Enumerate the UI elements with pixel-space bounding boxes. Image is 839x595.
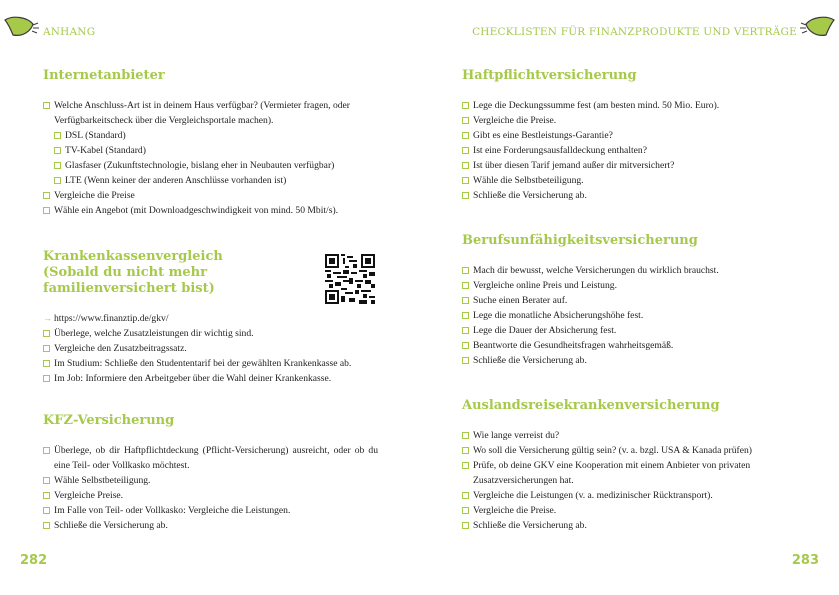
running-head: CHECKLISTEN FÜR FINANZPRODUKTE UND VERTRÄGE (472, 26, 797, 38)
checklist-item[interactable]: Lege die Dauer der Absicherung fest. (462, 323, 802, 338)
checklist-subitem[interactable]: DSL (Standard) (43, 128, 378, 143)
checkbox-icon[interactable] (462, 297, 469, 304)
checkbox-icon[interactable] (462, 132, 469, 139)
running-head: ANHANG (43, 26, 96, 38)
link-item[interactable] (43, 311, 378, 326)
checklist-item[interactable]: Suche einen Berater auf. (462, 293, 802, 308)
checklist-item[interactable]: Wähle Selbstbeteiligung. (43, 473, 378, 488)
checklist (43, 311, 378, 386)
checkbox-icon[interactable] (462, 447, 469, 454)
checklist-item[interactable]: Vergleiche die Preise. (462, 113, 802, 128)
checklist-item[interactable]: Vergleiche die Preise. (462, 503, 807, 518)
checkbox-icon[interactable] (43, 330, 50, 337)
checkbox-icon[interactable] (462, 117, 469, 124)
checklist-item[interactable]: Vergleiche die Preise (43, 188, 378, 203)
checklist-item[interactable]: Im Studium: Schließe den Studententarif bei der gewählten Krankenkasse ab. (43, 356, 378, 371)
checklist-item[interactable]: Ist eine Forderungsausfalldeckung enthalten? (462, 143, 802, 158)
checkbox-icon[interactable] (462, 102, 469, 109)
section-kfz-versicherung (43, 413, 378, 533)
checkbox-icon[interactable] (462, 342, 469, 349)
checklist-item[interactable]: Vergleiche online Preis und Leistung. (462, 278, 802, 293)
checkbox-icon[interactable] (43, 507, 50, 514)
checkbox-icon[interactable] (462, 507, 469, 514)
checkbox-icon[interactable] (43, 477, 50, 484)
checklist-item[interactable]: Schließe die Versicherung ab. (462, 188, 802, 203)
checkbox-icon[interactable] (462, 312, 469, 319)
checkbox-icon[interactable] (462, 177, 469, 184)
checkbox-icon[interactable] (54, 147, 61, 154)
page-number: 282 (20, 553, 48, 568)
checklist-item[interactable]: Prüfe, ob deine GKV eine Kooperation mit einem Anbieter von privaten Zusatzversicherungen hat. (462, 458, 807, 488)
url-link[interactable]: https://www.finanztip.de/gkv/ (54, 313, 169, 324)
checkbox-icon[interactable] (462, 267, 469, 274)
section-title: KFZ-Versicherung (43, 413, 175, 428)
checklist-item[interactable]: Vergleiche Preise. (43, 488, 378, 503)
checklist-item[interactable]: Überlege, ob dir Haftpflichtdeckung (Pflicht-Versicherung) ausreicht, oder ob du eine Teil- oder Vollkasko möchtest. (43, 443, 378, 473)
checkbox-icon[interactable] (462, 282, 469, 289)
checklist-item[interactable]: Schließe die Versicherung ab. (462, 518, 807, 533)
checkbox-icon[interactable] (43, 522, 50, 529)
section-haftpflichtversicherung (462, 68, 802, 203)
checklist-item[interactable]: Beantworte die Gesundheitsfragen wahrheitsgemäß. (462, 338, 802, 353)
checkbox-icon[interactable] (462, 357, 469, 364)
checklist-item[interactable]: Wähle ein Angebot (mit Downloadgeschwindigkeit von mind. 50 Mbit/s). (43, 203, 378, 218)
section-title: Krankenkassenvergleich (Sobald du nicht mehr familienversichert bist) (43, 249, 223, 296)
checklist (462, 428, 807, 533)
arrow-right-icon: → (43, 313, 52, 323)
section-title: Auslandsreisekrankenversicherung (462, 398, 720, 413)
section-berufsunfaehigkeitsversicherung (462, 233, 802, 368)
checklist-item[interactable]: Welche Anschluss-Art ist in deinem Haus verfügbar? (Vermieter fragen, oder Verfügbarkeitscheck über die Vergleichsportale machen). (43, 98, 378, 128)
checklist (462, 263, 802, 368)
checkbox-icon[interactable] (462, 522, 469, 529)
checkbox-icon[interactable] (43, 345, 50, 352)
checklist-subitem[interactable]: TV-Kabel (Standard) (43, 143, 378, 158)
checkbox-icon[interactable] (462, 492, 469, 499)
checkbox-icon[interactable] (43, 192, 50, 199)
checklist-item[interactable]: Vergleiche den Zusatzbeitragssatz. (43, 341, 378, 356)
section-internetanbieter (43, 68, 378, 218)
checklist-subitem[interactable]: LTE (Wenn keiner der anderen Anschlüsse vorhanden ist) (43, 173, 378, 188)
section-title: Haftpflichtversicherung (462, 68, 637, 83)
checklist (462, 98, 802, 203)
section-title: Internetanbieter (43, 68, 165, 83)
checklist-subitem[interactable]: Glasfaser (Zukunftstechnologie, bislang eher in Neubauten verfügbar) (43, 158, 378, 173)
checkbox-icon[interactable] (43, 102, 50, 109)
checklist-item[interactable]: Im Job: Informiere den Arbeitgeber über die Wahl deiner Krankenkasse. (43, 371, 378, 386)
checkbox-icon[interactable] (462, 162, 469, 169)
checklist-item[interactable]: Schließe die Versicherung ab. (462, 353, 802, 368)
checklist-item[interactable]: Wo soll die Versicherung gültig sein? (v. a. bzgl. USA & Kanada prüfen) (462, 443, 807, 458)
checklist-item[interactable]: Lege die Deckungssumme fest (am besten mind. 50 Mio. Euro). (462, 98, 802, 113)
checklist-item[interactable]: Wähle die Selbstbeteiligung. (462, 173, 802, 188)
right-page (420, 0, 839, 595)
checkbox-icon[interactable] (43, 447, 50, 454)
checkbox-icon[interactable] (43, 207, 50, 214)
checkbox-icon[interactable] (54, 132, 61, 139)
checkbox-icon[interactable] (43, 375, 50, 382)
checklist (43, 443, 378, 533)
section-title: Berufsunfähigkeitsversicherung (462, 233, 698, 248)
rocket-icon (798, 16, 836, 38)
checkbox-icon[interactable] (43, 360, 50, 367)
rocket-icon (3, 16, 41, 38)
checklist-item[interactable]: Vergleiche die Leistungen (v. a. medizinischer Rücktransport). (462, 488, 807, 503)
checklist-item[interactable]: Gibt es eine Bestleistungs-Garantie? (462, 128, 802, 143)
checkbox-icon[interactable] (462, 147, 469, 154)
checkbox-icon[interactable] (43, 492, 50, 499)
checkbox-icon[interactable] (462, 192, 469, 199)
qr-code-icon[interactable] (325, 254, 375, 304)
checklist (43, 98, 378, 218)
checkbox-icon[interactable] (54, 177, 61, 184)
section-auslandsreisekrankenversicherung (462, 398, 807, 533)
checklist-item[interactable]: Ist über diesen Tarif jemand außer dir mitversichert? (462, 158, 802, 173)
checkbox-icon[interactable] (462, 432, 469, 439)
checklist-item[interactable]: Überlege, welche Zusatzleistungen dir wichtig sind. (43, 326, 378, 341)
checklist-item[interactable]: Mach dir bewusst, welche Versicherungen du wirklich brauchst. (462, 263, 802, 278)
checkbox-icon[interactable] (462, 462, 469, 469)
checkbox-icon[interactable] (54, 162, 61, 169)
checklist-item[interactable]: Wie lange verreist du? (462, 428, 807, 443)
checklist-item[interactable]: Lege die monatliche Absicherungshöhe fest. (462, 308, 802, 323)
page-number: 283 (791, 553, 819, 568)
checkbox-icon[interactable] (462, 327, 469, 334)
checklist-item[interactable]: Schließe die Versicherung ab. (43, 518, 378, 533)
checklist-item[interactable]: Im Falle von Teil- oder Vollkasko: Vergleiche die Leistungen. (43, 503, 378, 518)
